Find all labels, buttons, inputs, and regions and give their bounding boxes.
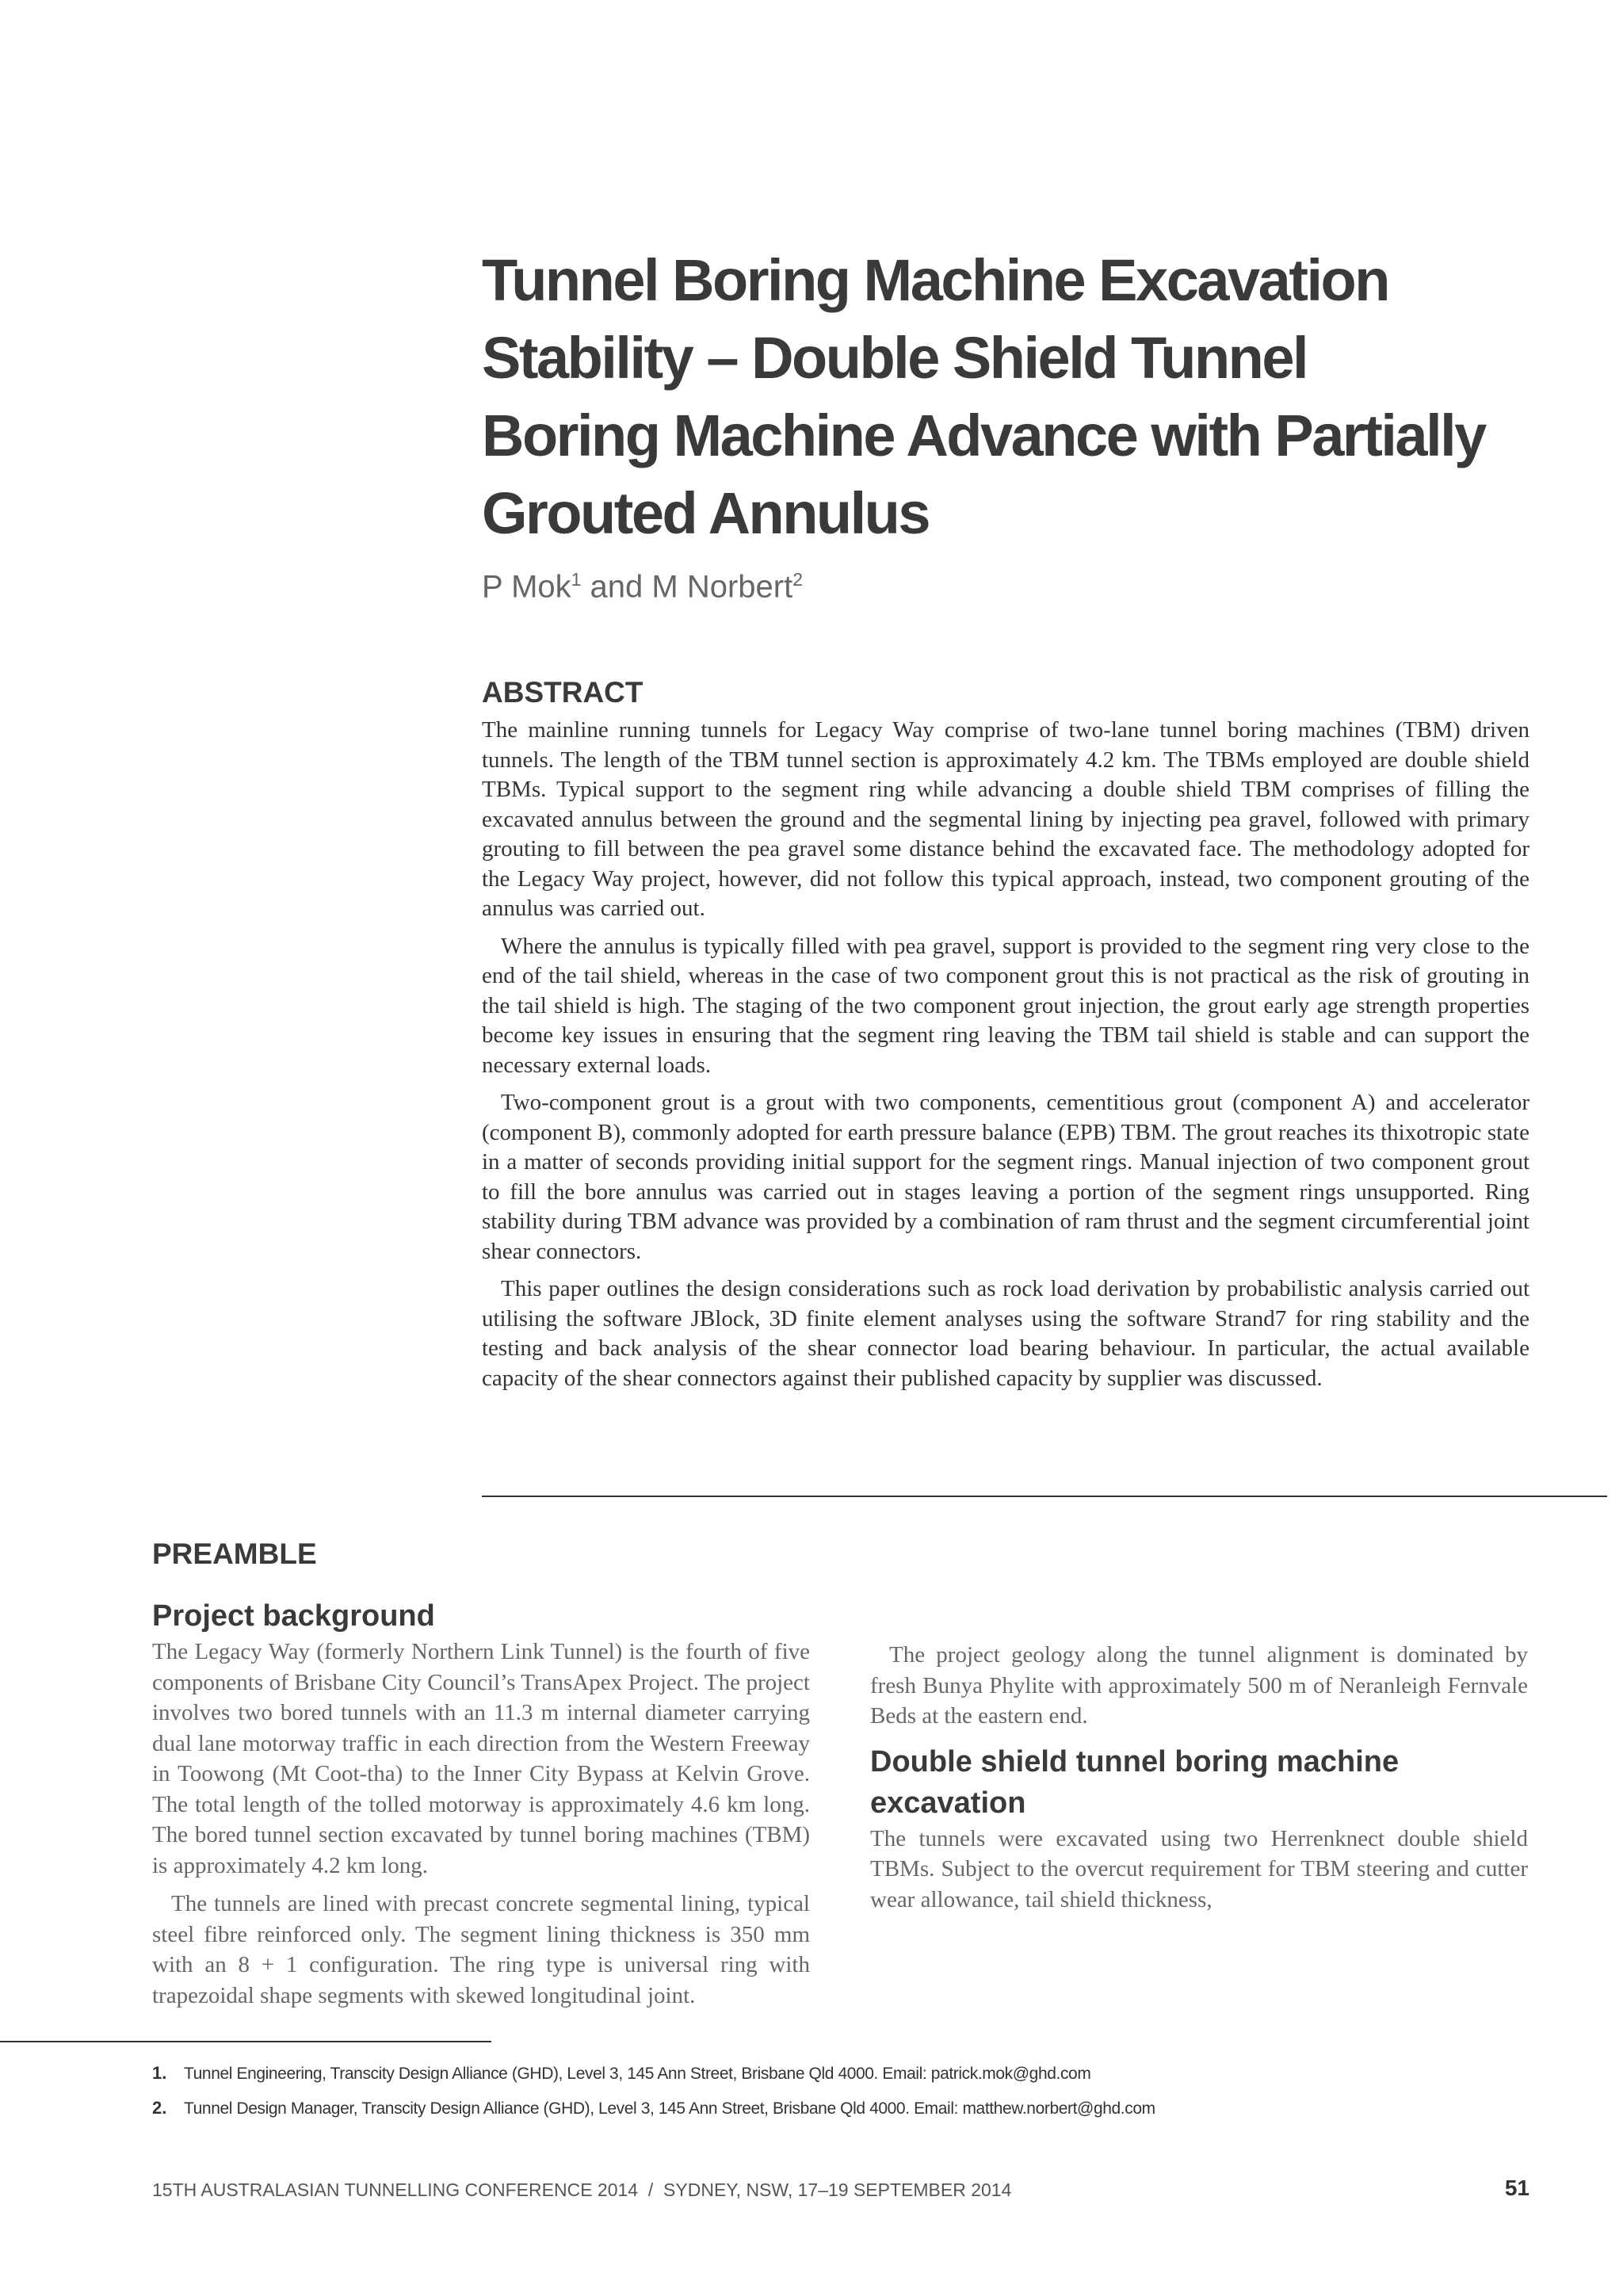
author-joiner: and <box>581 569 652 605</box>
title-line: Boring Machine Advance with Partially <box>482 403 1485 468</box>
author-list <box>482 569 803 605</box>
abstract-paragraph: Where the annulus is typically filled with pea gravel, support is provided to the segment ring very close to the end of the tail shield, whereas in the case of two component grout this is not practical as the risk of grouting in the tail shield is high. The staging of the two component grout injection, the grout early age strength properties become key issues in ensuring that the segment ring leaving the TBM tail shield is stable and can support the necessary external loads. <box>482 933 1529 1078</box>
paper-title <box>482 242 1591 552</box>
footnote <box>152 2063 1499 2098</box>
body-paragraph: The Legacy Way (formerly Northern Link Tunnel) is the fourth of five components of Brisbane City Council’s TransApex Project. The project involves two bored tunnels with an 11.3 m internal diameter carrying dual lane motorway traffic in each direction from the Western Freeway in Toowong (Mt Coot-tha) to the Inner City Bypass at Kelvin Grove. The total length of the tolled motorway is approximately 4.6 km long. The bored tunnel section excavated by tunnel boring machines (TBM) is approximately 4.2 km long. <box>152 1639 810 1878</box>
abstract-paragraph: Two-component grout is a grout with two components, cementitious grout (component A) and accelerator (component B), commonly adopted for earth pressure balance (EPB) TBM. The grout reaches its thixotropic state in a matter of seconds providing initial support for the segment rings. Manual injection of two component grout to fill the bore annulus was carried out in stages leaving a portion of the segment rings unsupported. Ring stability during TBM advance was provided by a combination of ram thrust and the segment circumferential joint shear connectors. <box>482 1090 1529 1264</box>
author-affiliation-mark: 2 <box>792 569 804 590</box>
body-paragraph: The project geology along the tunnel alignment is dominated by fresh Bunya Phylite with approximately 500 m of Neranleigh Fernvale Beds at the eastern end. <box>870 1642 1528 1729</box>
project-background-heading: Project background <box>152 1599 435 1633</box>
body-paragraph: The tunnels are lined with precast concrete segmental lining, typical steel fibre reinforced only. The segment lining thickness is 350 mm with an 8 + 1 configuration. The ring type is universal ring with trapezoidal shape segments with skewed longitudinal joint. <box>152 1891 810 2008</box>
footnote-text: Tunnel Engineering, Transcity Design Alliance (GHD), Level 3, 145 Ann Street, Brisbane Qld 4000. Email: patrick.mok@ghd.com <box>184 2065 1091 2083</box>
body-column-right <box>870 1640 1528 1923</box>
footnote-divider <box>0 2041 491 2042</box>
title-line: Stability – Double Shield Tunnel <box>482 325 1308 391</box>
abstract-paragraph: The mainline running tunnels for Legacy Way comprise of two-lane tunnel boring machines (TBM) driven tunnels. The length of the TBM tunnel section is approximately 4.2 km. The TBMs employed are double shield TBMs. Typical support to the segment ring while advancing a double shield TBM comprises of filling the excavated annulus between the ground and the segmental lining by injecting pea gravel, followed with primary grouting to fill between the pea gravel some distance behind the excavated face. The methodology adopted for the Legacy Way project, however, did not follow this typical approach, instead, two component grouting of the annulus was carried out. <box>482 717 1529 921</box>
title-line: Tunnel Boring Machine Excavation <box>482 247 1388 313</box>
page-number: 51 <box>1504 2176 1529 2200</box>
body-paragraph: The tunnels were excavated using two Herrenknect double shield TBMs. Subject to the overcut requirement for TBM steering and cutter wear allowance, tail shield thickness, <box>870 1825 1528 1912</box>
body-column-left <box>152 1595 810 2019</box>
footnote-number: 1. <box>152 2063 167 2083</box>
abstract-heading: ABSTRACT <box>482 676 643 709</box>
footnote-number: 2. <box>152 2098 167 2118</box>
excavation-heading: Double shield tunnel boring machine excavation <box>870 1744 1400 1820</box>
title-line: Grouted Annulus <box>482 480 930 546</box>
conference-footer: 15TH AUSTRALASIAN TUNNELLING CONFERENCE 2014 / SYDNEY, NSW, 17–19 SEPTEMBER 2014 <box>152 2179 1012 2200</box>
author-affiliation-mark: 1 <box>571 569 582 590</box>
author-name: M Norbert <box>651 569 793 605</box>
section-divider <box>482 1496 1607 1497</box>
abstract-paragraph: This paper outlines the design considerations such as rock load derivation by probabilistic analysis carried out utilising the software JBlock, 3D finite element analyses using the software Strand7 for ring stability and the testing and back analysis of the shear connector load bearing behaviour. In particular, the actual available capacity of the shear connectors against their published capacity by supplier was discussed. <box>482 1276 1529 1391</box>
abstract-body <box>482 716 1529 1401</box>
author-name: P Mok <box>482 569 571 605</box>
footnotes <box>152 2063 1499 2133</box>
footnote-text: Tunnel Design Manager, Transcity Design Alliance (GHD), Level 3, 145 Ann Street, Brisbane Qld 4000. Email: matthew.norbert@ghd.com <box>184 2099 1155 2118</box>
preamble-heading: PREAMBLE <box>152 1538 317 1570</box>
footnote <box>152 2098 1499 2133</box>
